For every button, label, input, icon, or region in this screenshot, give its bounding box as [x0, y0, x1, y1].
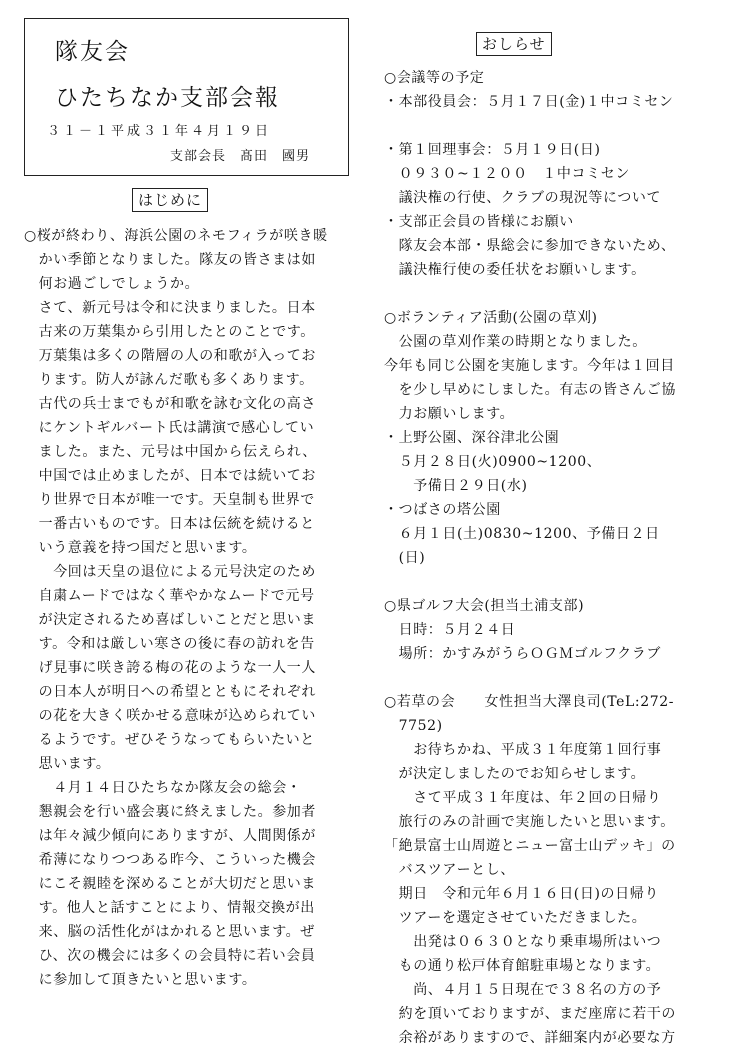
masthead-box	[24, 18, 349, 176]
newsletter-title: ひたちなか支部会報	[55, 85, 280, 111]
notice-text-line: 余裕がありますので、詳細案内が必要な方	[384, 1030, 676, 1046]
intro-text-line: いう意義を持つ国だと思います。	[24, 540, 257, 556]
author-line: 支部会長 髙田 國男	[170, 149, 311, 164]
intro-text-line: 古代の兵士までもが和歌を詠む文化の高さ	[24, 396, 316, 412]
notice-text-line: 場所：かすみがうらＯＧＭゴルフクラブ	[384, 646, 661, 662]
notice-text-line	[384, 114, 714, 138]
notice-heading: おしらせ	[476, 32, 552, 56]
notice-text-line: ・つばさの塔公園	[384, 502, 501, 518]
notice-text-line: 出発は０６３０となり乗車場所はいつ	[384, 934, 662, 950]
notice-text-line: 日時：５月２４日	[384, 622, 516, 638]
notice-text-line: 隊友会本部・県総会に参加できないため、	[384, 238, 676, 254]
intro-text-line: 中国では止めましたが、日本では続いてお	[24, 468, 316, 484]
notice-text-line: ０９３０~１２００ １中コミセン	[384, 166, 630, 182]
notice-text-line: ツアーを選定させていただきました。	[384, 910, 647, 926]
notice-text-line: ・第１回理事会：５月１９日(日)	[384, 142, 601, 158]
notice-text-line: もの通り松戸体育館駐車場となります。	[384, 958, 661, 974]
intro-text-line: 古来の万葉集から引用したとのことです。	[24, 324, 315, 340]
notice-text-line: ・支部正会員の皆様にお願い	[384, 214, 574, 230]
notice-text-line: が決定しましたのでお知らせします。	[384, 766, 646, 782]
intro-text-line: は年々減少傾向にありますが、人間関係が	[24, 828, 316, 844]
notice-text-line: 約を頂いておりますが、まだ座席に若干の	[384, 1006, 676, 1022]
intro-text-line: 万葉集は多くの階層の人の和歌が入ってお	[24, 348, 316, 364]
notice-text-line	[384, 570, 714, 594]
intro-text-line: の日本人が明日への希望とともにそれぞれ	[24, 684, 316, 700]
notice-text-line: 尚、４月１５日現在で３８名の方の予	[384, 982, 662, 998]
notice-text-line	[384, 666, 714, 690]
intro-text-line: が決定されるため喜ばしいことだと思いま	[24, 612, 316, 628]
notice-text-line: 旅行のみの計画で実施したいと思います。	[384, 814, 675, 830]
intro-text-line: の花を大きく咲かせる意味が込められてい	[24, 708, 316, 724]
notice-text-line: ○会議等の予定	[384, 70, 485, 86]
org-name: 隊友会	[55, 39, 130, 65]
notice-text-line: を少し早めにしました。有志の皆さんご協	[384, 382, 676, 398]
notice-text-line: 議決権の行使、クラブの現況等について	[384, 190, 662, 206]
notice-text-line: 公園の草刈作業の時期となりました。	[384, 334, 647, 350]
notice-column	[384, 66, 714, 1050]
intro-text-line: げ見事に咲き誇る梅の花のような一人一人	[24, 660, 316, 676]
intro-text-line: 何お過ごしでしょうか。	[24, 276, 200, 292]
intro-text-line: 一番古いものです。日本は伝統を続けると	[24, 516, 315, 532]
notice-text-line: ５月２８日(火)0900~1200、	[384, 454, 602, 470]
notice-text-line: さて平成３１年度は、年２回の日帰り	[384, 790, 662, 806]
intro-text-line: 自粛ムードではなく華やかなムードで元号	[24, 588, 315, 604]
notice-text-line: ○ボランティア活動(公園の草刈)	[384, 310, 598, 326]
intro-text-line: に参加して頂きたいと思います。	[24, 972, 257, 988]
notice-text-line: 期日 令和元年６月１６日(日)の日帰り	[384, 886, 659, 902]
intro-text-line: ました。また、元号は中国から伝えられ、	[24, 444, 317, 460]
issue-date: ３１－１平成３１年４月１９日	[47, 124, 272, 139]
intro-text-line: ひ、次の機会には多くの会員特に若い会員	[24, 948, 316, 964]
intro-column	[24, 224, 352, 992]
intro-text-line: 今回は天皇の退位による元号決定のため	[24, 564, 316, 580]
intro-text-line: ります。防人が詠んだ歌も多くあります。	[24, 372, 314, 388]
intro-text-line: 来、脳の活性化がはかれると思います。ぜ	[24, 924, 315, 940]
notice-text-line: ○若草の会 女性担当大澤良司(TeL:272-	[384, 694, 675, 710]
notice-text-line: 今年も同じ公園を実施します。今年は１回目	[384, 358, 675, 374]
intro-text-line: にケントギルバート氏は講演で感心してい	[24, 420, 315, 436]
notice-text-line: ・上野公園、深谷津北公園	[384, 430, 560, 446]
intro-text-line: るようです。ぜひそうなってもらいたいと	[24, 732, 315, 748]
intro-text-line: にこそ親睦を深めることが大切だと思いま	[24, 876, 316, 892]
notice-text-line: ○県ゴルフ大会(担当土浦支部)	[384, 598, 585, 614]
notice-text-line: 「絶景富士山周遊とニュー富士山デッキ」の	[384, 838, 676, 854]
intro-text-line: かい季節となりました。隊友の皆さまは如	[24, 252, 316, 268]
intro-heading: はじめに	[132, 188, 208, 212]
intro-text-line: す。他人と話すことにより、情報交換が出	[24, 900, 315, 916]
intro-text-line: す。令和は厳しい寒さの後に春の訪れを告	[24, 636, 315, 652]
notice-text-line: お待ちかね、平成３１年度第１回行事	[384, 742, 662, 758]
notice-text-line: 力お願いします。	[384, 406, 515, 422]
intro-text-line: ○桜が終わり、海浜公園のネモフィラが咲き暖	[24, 228, 328, 244]
notice-text-line: 7752)	[384, 718, 443, 734]
notice-text-line: ６月１日(土)0830~1200、予備日２日	[384, 526, 660, 542]
intro-text-line: ４月１４日ひたちなか隊友会の総会・	[24, 780, 302, 796]
notice-text-line: 議決権行使の委任状をお願いします。	[384, 262, 646, 278]
intro-text-line: 懇親会を行い盛会裏に終えました。参加者	[24, 804, 316, 820]
notice-text-line: バスツアーとし、	[384, 862, 515, 878]
intro-text-line: 思います。	[24, 756, 111, 772]
intro-text-line: り世界で日本が唯一です。天皇制も世界で	[24, 492, 315, 508]
intro-text-line: さて、新元号は令和に決まりました。日本	[24, 300, 316, 316]
notice-text-line: ・本部役員会：５月１７日(金)１中コミセン	[384, 94, 674, 110]
notice-text-line: (日)	[384, 550, 426, 566]
notice-text-line: 予備日２９日(水)	[384, 478, 528, 494]
intro-text-line: 希薄になりつつある昨今、こういった機会	[24, 852, 316, 868]
notice-text-line	[384, 282, 714, 306]
